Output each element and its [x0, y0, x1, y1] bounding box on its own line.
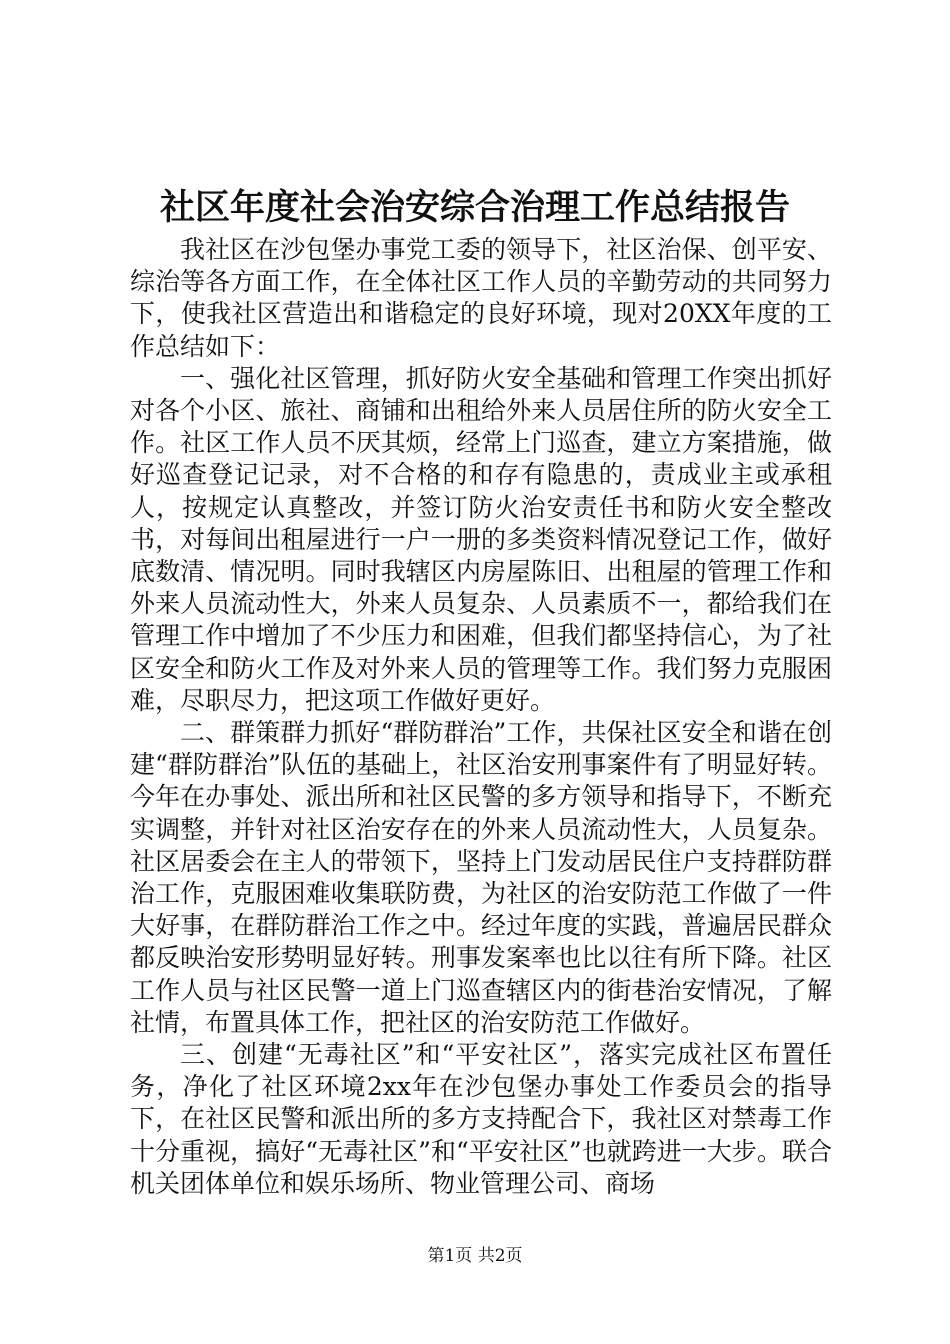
paragraph-section-3: 三、创建“无毒社区”和“平安社区”，落实完成社区布置任务，净化了社区环境2xx年在沙包堡办事处工作委员会的指导下，在社区民警和派出所的多方支持配合下，我社区对禁毒工作十分重视，搞好“无毒社区”和“平安社区”也就跨进一大步。联合机关团体单位和娱乐场所、物业管理公司、商场: [130, 1040, 832, 1198]
page-number-footer: 第1页 共2页: [427, 1246, 523, 1266]
paragraph-intro: 我社区在沙包堡办事党工委的领导下，社区治保、创平安、综治等各方面工作，在全体社区工作人员的辛勤劳动的共同努力下，使我社区营造出和谐稳定的良好环境，现对20XX年度的工作总结如下：: [130, 235, 832, 361]
document-body: [130, 234, 832, 1200]
paragraph-section-2: 二、群策群力抓好“群防群治”工作，共保社区安全和谐在创建“群防群治”队伍的基础上，社区治安刑事案件有了明显好转。今年在办事处、派出所和社区民警的多方领导和指导下，不断充实调整，并针对社区治安存在的外来人员流动性大，人员复杂。社区居委会在主人的带领下，坚持上门发动居民住户支持群防群治工作，克服困难收集联防费，为社区的治安防范工作做了一件大好事，在群防群治工作之中。经过年度的实践，普遍居民群众都反映治安形势明显好转。刑事发案率也比以往有所下降。社区工作人员与社区民警一道上门巡查辖区内的街巷治安情况，了解社情，布置具体工作，把社区的治安防范工作做好。: [130, 718, 832, 1037]
paragraph-section-1: 一、强化社区管理，抓好防火安全基础和管理工作突出抓好对各个小区、旅社、商铺和出租给外来人员居住所的防火安全工作。社区工作人员不厌其烦，经常上门巡查，建立方案措施，做好巡查登记记录，对不合格的和存有隐患的，责成业主或承租人，按规定认真整改，并签订防火治安责任书和防火安全整改书，对每间出租屋进行一户一册的多类资料情况登记工作，做好底数清、情况明。同时我辖区内房屋陈旧、出租屋的管理工作和外来人员流动性大，外来人员复杂、人员素质不一，都给我们在管理工作中增加了不少压力和困难，但我们都坚持信心，为了社区安全和防火工作及对外来人员的管理等工作。我们努力克服困难，尽职尽力，把这项工作做好更好。: [130, 363, 832, 715]
document-title: 社区年度社会治安综合治理工作总结报告: [159, 187, 790, 228]
